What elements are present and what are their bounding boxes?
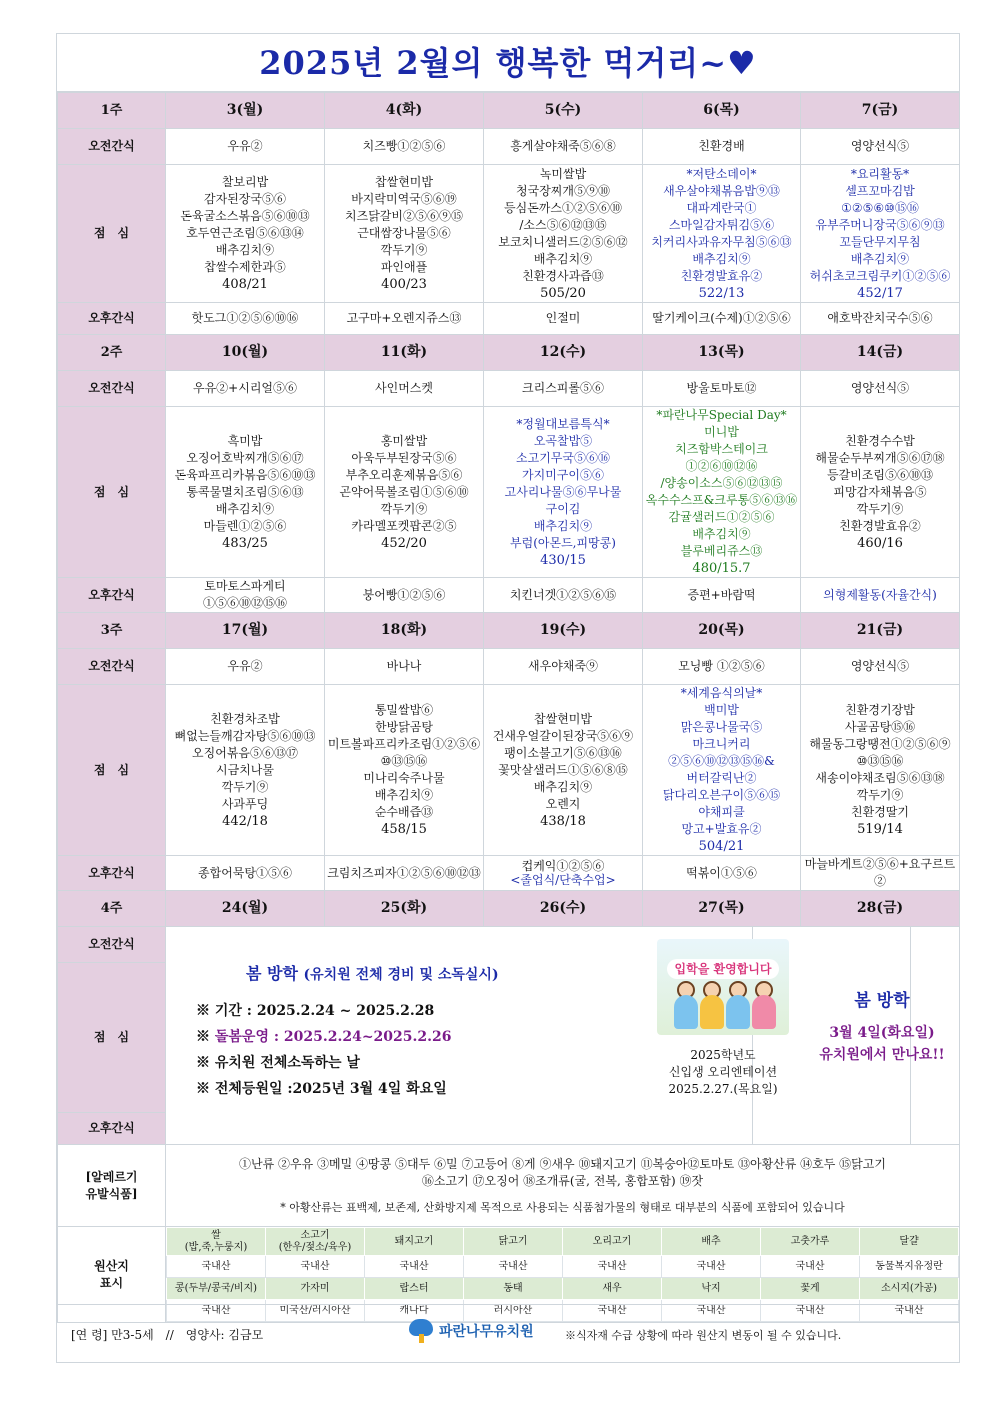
menu-item: 소고기무국⑤⑥⑯ <box>516 450 610 465</box>
day-header: 27(목) <box>643 891 801 927</box>
menu-item: 망고+발효유② <box>681 822 762 836</box>
lunch-cell <box>801 407 960 578</box>
pm-snack-label: 오후간식 <box>58 1113 166 1145</box>
origin-item: 낙지 <box>662 1278 761 1300</box>
origin-item: 배추 <box>662 1228 761 1256</box>
origin-country: 국내산 <box>365 1256 464 1278</box>
footer-origin-note: ※식자재 수급 상황에 따라 원산지 변동이 될 수 있습니다. <box>565 1329 842 1342</box>
origin-item: 콩(두부/콩국/비지) <box>167 1278 266 1300</box>
care-operation: ※ 돌봄운영 : 2025.2.24~2025.2.26 <box>196 1029 452 1045</box>
pm-snack-item: 인절미 <box>545 311 581 325</box>
menu-item: ⑩⑬⑮⑯ <box>380 754 428 768</box>
menu-item: 배추김치⑨ <box>533 518 593 533</box>
lunch-cell <box>484 407 643 578</box>
menu-item: 마들렌①②⑤⑥ <box>203 518 287 533</box>
menu-item: 배추김치⑨ <box>533 251 593 266</box>
menu-item: 미트볼파프리카조림①②⑤⑥ <box>327 737 481 751</box>
origin-country: 국내산 <box>662 1256 761 1278</box>
menu-item: 사골곰탕⑮⑯ <box>844 720 916 734</box>
footer <box>57 1304 959 1362</box>
menu-item: 근대쌈장나물⑤⑥ <box>357 226 451 240</box>
day-header: 26(수) <box>484 891 643 927</box>
spring-break-notice <box>802 927 960 1144</box>
menu-item: 대파계란국① <box>686 200 757 215</box>
spring-title: 봄 방학 <box>854 991 910 1011</box>
pm-snack-cell <box>643 303 801 335</box>
menu-item: 홍미쌀밥 <box>380 433 428 448</box>
menu-item: 오징어볶음⑤⑥⑬⑰ <box>192 745 298 760</box>
day-header: 19(수) <box>484 613 643 649</box>
sulfite-note: * 아황산류는 표백제, 보존제, 산화방지제 목적으로 사용되는 식품첨가물의 형태로 대부분의 식품에 포함되어 있습니다 <box>280 1200 845 1214</box>
menu-item: 치즈닭갈비②⑤⑥⑨⑮ <box>345 209 463 223</box>
origin-item: 새우 <box>563 1278 662 1300</box>
menu-item: 깍두기⑨ <box>221 779 269 794</box>
am-snack-label: 오전간식 <box>58 371 166 407</box>
day-header: 12(수) <box>484 335 643 371</box>
origin-country: 국내산 <box>563 1300 662 1322</box>
kindergarten-logo <box>409 1319 534 1343</box>
menu-item: 꼬들단무지무침 <box>839 234 921 249</box>
calorie-protein: 400/23 <box>381 277 427 292</box>
pm-snack-item: 붕어빵①②⑤⑥ <box>362 587 446 602</box>
menu-item: 감귤샐러드①②⑤⑥ <box>668 510 775 524</box>
am-snack-label: 오전간식 <box>58 927 166 963</box>
menu-item: 바지락미역국⑤⑥⑲ <box>351 192 457 206</box>
origin-country: 국내산 <box>167 1256 266 1278</box>
calorie-protein: 452/17 <box>857 285 903 301</box>
day-header: 13(목) <box>643 335 801 371</box>
menu-item: 배추김치⑨ <box>850 251 910 266</box>
special-day-label: *요리활동* <box>850 166 910 181</box>
am-snack-cell: 우유② <box>166 649 325 685</box>
am-snack-cell: 새우야채죽⑨ <box>484 649 643 685</box>
am-snack-row <box>58 371 960 407</box>
week-header-row <box>58 891 960 927</box>
day-header: 5(수) <box>484 93 643 129</box>
pm-snack-cell <box>801 303 960 335</box>
menu-item: 오렌지 <box>545 796 581 811</box>
am-snack-label: 오전간식 <box>58 649 166 685</box>
week-label: 2주 <box>58 335 166 371</box>
return-date: ※ 전체등원일 :2025년 3월 4일 화요일 <box>196 1081 447 1097</box>
origin-item: 쌀 (밥,죽,누룽지) <box>167 1228 266 1256</box>
menu-item: 해물동그랑땡전①②⑤⑥⑨ <box>809 737 951 751</box>
menu-item: 새우살야채볶음밥⑨⑬ <box>663 183 780 198</box>
origin-country: 국내산 <box>266 1256 365 1278</box>
lunch-row <box>58 407 960 578</box>
menu-item: 치커리사과유자무침⑤⑥⑬ <box>651 234 792 249</box>
menu-item: 버터갈릭난② <box>686 771 757 785</box>
am-snack-cell: 우유② <box>166 129 325 165</box>
am-snack-cell: 영양선식⑤ <box>801 129 960 165</box>
menu-item: 친환경딸기 <box>851 805 909 819</box>
pm-snack-item: 증편+바람떡 <box>687 587 756 602</box>
special-day-label: *저탄소데이* <box>686 166 757 181</box>
allergy-label: [알레르기 유발식품] <box>58 1145 166 1227</box>
lunch-cell <box>166 165 325 303</box>
pm-snack-cell <box>325 303 484 335</box>
menu-item: 고사리나물⑤⑥무나물 <box>504 484 622 499</box>
lunch-cell <box>484 685 643 856</box>
week-header-row <box>58 335 960 371</box>
pm-snack-cell <box>643 578 801 613</box>
pm-snack-label: 오후간식 <box>58 856 166 891</box>
menu-item: 시금치나물 <box>216 762 274 777</box>
pm-snack-cell <box>801 578 960 613</box>
orientation-date: 2025.2.27.(목요일) <box>668 1082 778 1096</box>
am-snack-cell: 바나나 <box>325 649 484 685</box>
am-snack-cell: 흥게살야채죽⑤⑥⑧ <box>484 129 643 165</box>
orientation-notice <box>644 927 802 1144</box>
orientation-title: 신입생 오리엔테이션 <box>668 1065 778 1079</box>
day-header: 10(월) <box>166 335 325 371</box>
pm-snack-cell <box>484 856 643 891</box>
menu-item: 미니밥 <box>704 425 739 439</box>
menu-item: 통콕물멸치조림⑤⑥⑬ <box>186 484 304 499</box>
menu-table <box>57 92 960 1323</box>
lunch-cell <box>801 165 960 303</box>
calorie-protein: 458/15 <box>381 822 427 837</box>
pm-snack-item: 떡볶이①⑤⑥ <box>686 865 757 880</box>
orientation-year: 2025학년도 <box>690 1048 756 1062</box>
origin-val1-row <box>167 1256 959 1278</box>
vacation-block <box>166 927 960 1145</box>
menu-sheet <box>56 33 960 1363</box>
menu-item: 스마일감자튀김⑤⑥ <box>668 217 775 232</box>
pm-snack-cell <box>325 578 484 613</box>
pm-snack-cell <box>484 303 643 335</box>
menu-item: 배추김치⑨ <box>692 251 751 266</box>
menu-item: ①②⑤⑥⑩⑮⑯ <box>841 200 919 215</box>
menu-item: 옥수수스프&크루통⑤⑥⑬⑯ <box>645 493 798 507</box>
lunch-row <box>58 685 960 856</box>
pm-snack-cell <box>643 856 801 891</box>
am-snack-cell: 우유②+시리얼⑤⑥ <box>166 371 325 407</box>
menu-item: 셀프꼬마김밥 <box>845 183 915 198</box>
week-label: 3주 <box>58 613 166 649</box>
origin-item: 닭고기 <box>464 1228 563 1256</box>
pm-snack-item: 컵케익①②⑤⑥ <box>521 859 605 873</box>
am-snack-cell: 치즈빵①②⑤⑥ <box>325 129 484 165</box>
footer-age-dietitian: [연 령] 만3-5세 // 영양사: 김금모 <box>71 1328 264 1342</box>
menu-item: 블루베리쥬스⑬ <box>680 544 763 558</box>
calorie-protein: 504/21 <box>698 839 745 854</box>
allergy-list-2: ⑯소고기 ⑰오징어 ⑱조개류(굴, 전복, 홍합포함) ⑲잣 <box>421 1173 704 1188</box>
menu-item: 깍두기⑨ <box>856 501 904 516</box>
week-header-row <box>58 93 960 129</box>
origin-country: 국내산 <box>761 1300 860 1322</box>
day-header: 18(화) <box>325 613 484 649</box>
pm-snack-label: 오후간식 <box>58 303 166 335</box>
menu-item: 백미밥 <box>704 703 739 717</box>
am-snack-row <box>58 649 960 685</box>
day-header: 4(화) <box>325 93 484 129</box>
origin-country: 러시아산 <box>464 1300 563 1322</box>
menu-item: /양송이소스⑤⑥⑫⑬⑮ <box>660 476 783 490</box>
pm-snack-item: 딸기케이크(수제)①②⑤⑥ <box>652 311 791 325</box>
calorie-protein: 452/20 <box>381 535 427 551</box>
pm-snack-item: 애호박잔치국수⑤⑥ <box>827 311 933 325</box>
lunch-cell <box>325 685 484 856</box>
calorie-protein: 438/18 <box>540 813 586 829</box>
origin-country: 캐나다 <box>365 1300 464 1322</box>
menu-item: 돈육굴소스볶음⑤⑥⑩⑬ <box>180 209 310 223</box>
menu-item: 맑은콩나물국⑤ <box>680 720 763 734</box>
menu-item: /소스⑤⑥⑫⑬⑮ <box>519 217 607 232</box>
menu-item: 감자된장국⑤⑥ <box>204 192 286 206</box>
menu-item: 곤약어묵볼조림①⑤⑥⑩ <box>339 484 469 499</box>
menu-item: 배추김치⑨ <box>374 788 434 802</box>
menu-item: 미나리숙주나물 <box>363 771 445 785</box>
pm-snack-row <box>58 303 960 335</box>
pm-snack-label: 오후간식 <box>58 578 166 613</box>
am-snack-cell: 방울토마토⑫ <box>643 371 801 407</box>
menu-item: 유부주머니장국⑤⑥⑨⑬ <box>815 217 945 232</box>
day-header: 14(금) <box>801 335 960 371</box>
pm-snack-item: 종합어묵탕①⑤⑥ <box>198 865 292 880</box>
lunch-cell <box>643 685 801 856</box>
day-header: 24(월) <box>166 891 325 927</box>
origin-item: 오리고기 <box>563 1228 662 1256</box>
menu-item: 보코치니샐러드②⑤⑥⑫ <box>498 234 628 249</box>
day-header: 28(금) <box>801 891 960 927</box>
menu-item: 찹쌀수제한과⑤ <box>204 260 286 274</box>
menu-item: 야채피클 <box>698 805 745 819</box>
day-header: 25(화) <box>325 891 484 927</box>
allergy-info <box>166 1145 960 1227</box>
lunch-cell <box>643 165 801 303</box>
menu-item: 통밀쌀밥⑥ <box>374 703 434 717</box>
menu-item: 뼈없는들깨감자탕⑤⑥⑩⑬ <box>174 728 316 743</box>
calorie-protein: 442/18 <box>222 813 268 829</box>
pm-snack-row <box>58 856 960 891</box>
pm-snack-item: 고구마+오렌지쥬스⑬ <box>346 311 462 325</box>
lunch-cell <box>801 685 960 856</box>
menu-item: 깍두기⑨ <box>856 788 904 802</box>
day-header: 11(화) <box>325 335 484 371</box>
origin-item: 소시지(가공) <box>860 1278 959 1300</box>
origin-head2-row <box>167 1278 959 1300</box>
menu-item: 친환경발효유② <box>839 518 921 533</box>
origin-item: 달걀 <box>860 1228 959 1256</box>
menu-item: 피망감자채볶음⑤ <box>833 484 927 499</box>
lunch-row <box>58 165 960 303</box>
menu-item: 깍두기⑨ <box>380 501 428 516</box>
menu-item: 치즈함박스테이크①②⑥⑩⑫⑯ <box>675 442 768 473</box>
menu-item: 찹쌀현미밥 <box>375 175 433 189</box>
menu-item: 허쉬초코크림쿠키①②⑤⑥ <box>809 268 951 283</box>
menu-item: 한방닭곰탕 <box>375 720 433 734</box>
menu-item: 팽이소불고기⑤⑥⑬⑯ <box>504 745 622 760</box>
pm-snack-item: 핫도그①②⑤⑥⑩⑯ <box>191 311 299 325</box>
calorie-protein: 460/16 <box>857 535 903 551</box>
vacation-title: 봄 방학 (유치원 전체 경비 및 소독실시) <box>246 964 499 983</box>
day-header: 7(금) <box>801 93 960 129</box>
tree-icon <box>409 1319 433 1343</box>
menu-item: 마크니커리②⑤⑥⑩⑫⑬⑮⑯& <box>668 737 775 768</box>
welcome-poster <box>657 939 789 1035</box>
menu-item: 등심돈까스①②⑤⑥⑩ <box>504 200 622 215</box>
special-day-label: *세계음식의날* <box>680 686 763 700</box>
menu-item: 새송이야채조림⑤⑥⑬⑱ <box>815 771 945 785</box>
origin-item: 돼지고기 <box>365 1228 464 1256</box>
menu-item: 카라멜포켓팝콘②⑤ <box>351 518 457 533</box>
poster-banner: 입학을 환영합니다 <box>667 959 779 979</box>
menu-item: 오곡찰밥⑤ <box>533 433 593 448</box>
spring-message: 유치원에서 만나요!! <box>819 1047 945 1063</box>
menu-item: 돈육파프리카볶음⑤⑥⑩⑬ <box>174 467 316 482</box>
day-header: 6(목) <box>643 93 801 129</box>
graduation-note: <졸업식/단축수업> <box>510 873 616 887</box>
pm-snack-cell <box>801 856 960 891</box>
menu-item: 닭다리오븐구이⑤⑥⑮ <box>662 788 781 802</box>
origin-label: 원산지 표시 <box>58 1227 166 1323</box>
lunch-cell <box>166 685 325 856</box>
special-day-label: *정월대보름특식* <box>516 416 610 431</box>
menu-item: 사과푸딩 <box>221 796 269 811</box>
lunch-label: 점 심 <box>58 963 166 1113</box>
menu-item: 찹쌀현미밥 <box>534 711 592 726</box>
lunch-cell <box>325 165 484 303</box>
menu-item: 흑미밥 <box>227 433 263 448</box>
menu-item: 부럼(아몬드,피땅콩) <box>510 535 616 550</box>
menu-item: 파인애플 <box>380 260 428 274</box>
origin-head1-row <box>167 1228 959 1256</box>
page-title: 2025년 2월의 행복한 먹거리~♥ <box>57 34 959 92</box>
origin-country: 국내산 <box>167 1300 266 1322</box>
menu-item: 깍두기⑨ <box>380 243 428 257</box>
menu-item: ⑩⑬⑮⑯ <box>856 754 904 768</box>
week-header-row <box>58 613 960 649</box>
vacation-notice <box>166 927 644 1144</box>
menu-item: 청국장찌개⑤⑨⑩ <box>516 183 610 198</box>
day-header: 17(월) <box>166 613 325 649</box>
am-snack-cell: 영양선식⑤ <box>801 371 960 407</box>
am-snack-cell: 모닝빵 ①②⑤⑥ <box>643 649 801 685</box>
pm-snack-item: 마늘바게트②⑤⑥+요구르트② <box>804 857 956 888</box>
calorie-protein: 408/21 <box>222 277 268 292</box>
menu-item: 친환경사과즙⑬ <box>522 268 604 283</box>
menu-item: 녹미쌀밥 <box>539 166 587 181</box>
menu-item: 아욱두부된장국⑤⑥ <box>351 450 457 465</box>
lunch-cell <box>166 407 325 578</box>
am-snack-row <box>58 129 960 165</box>
calorie-protein: 480/15.7 <box>692 561 751 576</box>
lunch-label: 점 심 <box>58 407 166 578</box>
origin-country: 동물복지유정란 <box>860 1256 959 1278</box>
menu-item: 배추김치⑨ <box>215 243 275 257</box>
pm-snack-row <box>58 578 960 613</box>
menu-item: 친환경발효유② <box>680 268 763 283</box>
vacation-period: ※ 기간 : 2025.2.24 ~ 2025.2.28 <box>196 1003 435 1019</box>
calorie-protein: 522/13 <box>698 285 745 301</box>
pm-snack-cell <box>166 578 325 613</box>
lunch-cell <box>643 407 801 578</box>
am-snack-label: 오전간식 <box>58 129 166 165</box>
week-label: 4주 <box>58 891 166 927</box>
pm-snack-item: 크림치즈피자①②⑤⑥⑩⑫⑬ <box>327 865 481 880</box>
calorie-protein: 505/20 <box>540 285 586 301</box>
pm-snack-item: 의형제활동(자율간식) <box>823 587 937 602</box>
lunch-cell <box>325 407 484 578</box>
menu-item: 배추김치⑨ <box>692 527 751 541</box>
menu-item: 부추오리훈제볶음⑤⑥ <box>345 467 463 482</box>
origin-country: 국내산 <box>464 1256 563 1278</box>
pm-snack-cell <box>166 303 325 335</box>
origin-country: 국내산 <box>563 1256 662 1278</box>
menu-item: 가지미구이⑤⑥ <box>522 467 604 482</box>
disinfection-day: ※ 유치원 전체소독하는 날 <box>196 1055 360 1071</box>
menu-item: 해물순두부찌개⑤⑥⑰⑱ <box>815 450 945 465</box>
allergy-list-1: ①난류 ②우유 ③메밀 ④땅콩 ⑤대두 ⑥밀 ⑦고등어 ⑧게 ⑨새우 ⑩돼지고기 ⑪복숭아⑫토마토 ⑬아황산류 ⑭호두 ⑮닭고기 <box>239 1156 886 1171</box>
special-day-label: *파란나무Special Day* <box>656 408 787 422</box>
lunch-label: 점 심 <box>58 685 166 856</box>
origin-country: 국내산 <box>761 1256 860 1278</box>
spring-date: 3월 4일(화요일) <box>829 1025 935 1041</box>
origin-item: 가자미 <box>266 1278 365 1300</box>
origin-country: 미국산/러시아산 <box>266 1300 365 1322</box>
menu-item: 호두연근조림⑤⑥⑬⑭ <box>186 226 304 240</box>
pm-snack-item: 토마토스파게티①⑤⑥⑩⑫⑮⑯ <box>202 579 287 610</box>
origin-country: 국내산 <box>860 1300 959 1322</box>
am-snack-row <box>58 927 960 963</box>
menu-item: 순수배즙⑬ <box>374 805 434 819</box>
logo-name: 파란나무유치원 <box>439 1324 534 1340</box>
pm-snack-cell <box>484 578 643 613</box>
week-label: 1주 <box>58 93 166 129</box>
menu-item: 찰보리밥 <box>221 175 269 189</box>
am-snack-cell: 친환경배 <box>643 129 801 165</box>
origin-item: 랍스터 <box>365 1278 464 1300</box>
allergy-row <box>58 1145 960 1227</box>
menu-item: 배추김치⑨ <box>533 779 593 794</box>
menu-item: 등갈비조림⑤⑥⑩⑬ <box>827 467 933 482</box>
day-header: 21(금) <box>801 613 960 649</box>
menu-item: 친환경기장밥 <box>845 703 915 717</box>
day-header: 20(목) <box>643 613 801 649</box>
am-snack-cell: 크리스피롤⑤⑥ <box>484 371 643 407</box>
menu-item: 친환경차조밥 <box>210 711 280 726</box>
origin-item: 동태 <box>464 1278 563 1300</box>
am-snack-cell: 사인머스켓 <box>325 371 484 407</box>
pm-snack-item: 치킨너겟①②⑤⑥⑮ <box>509 587 617 602</box>
origin-country: 국내산 <box>662 1300 761 1322</box>
menu-item: 친환경수수밥 <box>845 433 915 448</box>
lunch-cell <box>484 165 643 303</box>
menu-item: 건새우얼갈이된장국⑤⑥⑨ <box>492 728 634 743</box>
menu-item: 오징어호박찌개⑤⑥⑰ <box>186 450 304 465</box>
day-header: 3(월) <box>166 93 325 129</box>
calorie-protein: 483/25 <box>222 535 268 551</box>
origin-item: 고춧가루 <box>761 1228 860 1256</box>
am-snack-cell: 영양선식⑤ <box>801 649 960 685</box>
menu-item: 꽃맛살샐러드①⑤⑥⑧⑮ <box>498 762 628 777</box>
calorie-protein: 430/15 <box>540 552 586 568</box>
pm-snack-cell <box>166 856 325 891</box>
origin-item: 꽃게 <box>761 1278 860 1300</box>
menu-item: 구이김 <box>545 501 581 516</box>
calorie-protein: 519/14 <box>857 822 903 837</box>
pm-snack-cell <box>325 856 484 891</box>
origin-item: 소고기 (한우/젖소/육우) <box>266 1228 365 1256</box>
menu-item: 배추김치⑨ <box>215 501 275 516</box>
lunch-label: 점 심 <box>58 165 166 303</box>
